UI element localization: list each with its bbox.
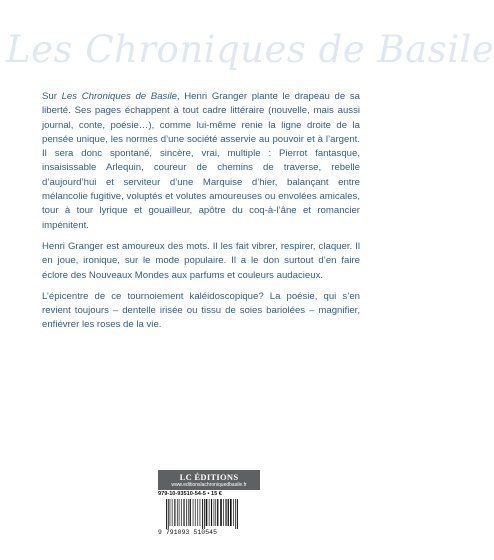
watermark-title: Les Chroniques de Basile [6, 28, 494, 71]
publisher-name: LC ÉDITIONS [179, 472, 239, 482]
paragraph-2: Henri Granger est amoureux des mots. Il les fait vibrer, respirer, claquer. Il en joue, ironique, sur le mode populaire. Il a le don surtout d’en faire éclore des Nouveaux Mondes aux parfums et couleurs audacieux. [42, 240, 360, 281]
barcode-bar [206, 499, 208, 526]
isbn-price: 979-10-93510-54-5 • 15 € [158, 491, 222, 497]
barcode-bar [235, 499, 236, 529]
blurb [42, 90, 360, 333]
barcode-bar [202, 499, 203, 529]
paragraph-3: L’épicentre de ce tournoiement kaléidoscopique? La poésie, qui s’en revient toujours – dentelle irisée ou tissu de soies bariolées – magnifier, enfiévrer les roses de la vie. [42, 290, 360, 331]
barcode-bar [188, 499, 189, 526]
barcode-bar [168, 499, 169, 529]
barcode-bar [233, 499, 234, 526]
barcode-bar [204, 499, 205, 529]
barcode-bar [170, 499, 171, 526]
barcode-bar [190, 499, 191, 526]
barcode-bar [225, 499, 226, 526]
barcode-bar [220, 499, 222, 526]
barcode-bar [197, 499, 198, 526]
barcode-bar [223, 499, 224, 526]
publisher-logo [158, 470, 260, 490]
barcode-bar [209, 499, 210, 526]
barcode-bar [217, 499, 218, 526]
barcode-bar [214, 499, 215, 526]
barcode-bar [228, 499, 229, 526]
barcode-bar [186, 499, 187, 526]
barcode [158, 498, 260, 538]
barcode-bar [181, 499, 182, 526]
book-title-emphasis: Les Chroniques de Basile [61, 91, 177, 102]
barcode-bar [183, 499, 184, 526]
barcode-bar [177, 499, 178, 526]
barcode-bar [211, 499, 212, 526]
barcode-bar [237, 499, 238, 529]
paragraph-1-prefix: Sur [42, 91, 62, 102]
paragraph-1 [42, 90, 360, 233]
barcode-digits: 9 791093 510545 [158, 529, 218, 536]
barcode-bar [200, 499, 201, 526]
barcode-bar [215, 499, 216, 526]
barcode-bar [193, 499, 194, 526]
barcode-bar [172, 499, 173, 526]
barcode-bar [195, 499, 196, 526]
barcode-bar [230, 499, 232, 526]
publisher-website: www.editionslachroniquedbasile.fr [171, 482, 247, 488]
barcode-bar [174, 499, 175, 526]
barcode-bar [166, 499, 167, 529]
paragraph-1-text: , Henri Granger plante le drapeau de sa liberté. Ses pages échappent à tout cadre littéraire (nouvelle, mais aussi journal, conte, poésie…), comme lui-même renie la ligne droite de la pensée unique, les normes d’une société asservie au pouvoir et à l’argent. Il sera donc spontané, sincère, vrai, multiple : Pierrot fantasque, insaisissable Arlequin, coureur de chemins de traverse, rebelle d’aujourd’hui et serviteur d’une Marquise d’hier, balançant entre mélancolie fugitive, voluptés et volutes amoureuses ou envolées amicales, tour à tour lyrique et gouailleur, apôtre du coq-à-l’âne et romancier impénitent. [42, 91, 360, 231]
barcode-bars [158, 498, 260, 529]
barcode-bar [179, 499, 180, 526]
